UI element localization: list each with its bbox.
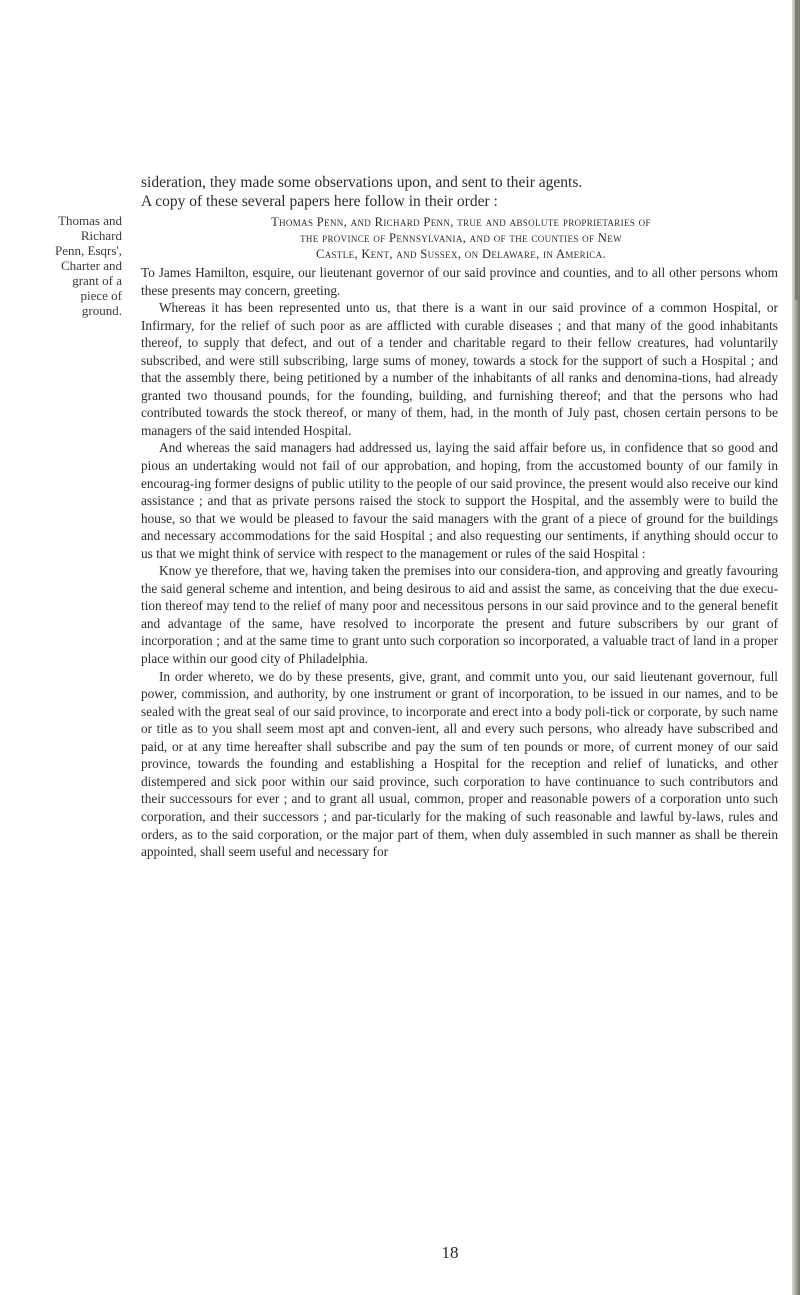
heading-line: Thomas Penn, and Richard Penn, true and absolute proprietaries of xyxy=(271,215,651,229)
paragraph: In order whereto, we do by these presents, give, grant, and commit unto you, our said lieutenant governour, full power, commission, and authority, by one instrument or grant of incorporation, to be issued in our names, and to be sealed with the great seal of our said province, to incorporate and erect into a body poli-tick or corporate, by such name or title as to you shall seem most apt and conven-ient, all and every such persons, who already have subscribed and paid, or at any time hereafter shall subscribe and pay the sum of ten pounds or more, of current money of our said province, towards the founding and establishing a Hospital for the reception and relief of lunaticks, and other distempered and sick poor within our said province, such corporation to have continuance to such contributors and their successours for ever ; and to grant all usual, common, proper and reasonable powers of a corporation unto such corporation, and their successors ; and par-ticularly for the making of such reasonable and lawful by-laws, rules and orders, as to the said corporation, or the major part of them, when duly assembled in such manner as shall be therein appointed, shall seem useful and necessary for xyxy=(141,668,778,860)
margin-note-line: Richard xyxy=(80,228,122,243)
margin-note-line: grant of a xyxy=(72,273,122,288)
paragraph: Whereas it has been represented unto us, that there is a want in our said province of a common Hospital, or Infirmary, for the relief of such poor as are afflicted with curable diseases ; and that many of the good inhabitants thereof, to supply that defect, and out of a tender and charitable regard to their fellow creatures, had voluntarily subscribed, and were still subscribing, large sums of money, towards a stock for the support of such a Hospital ; and that the assembly there, being petitioned by a number of the inhabitants of all ranks and denomina-tions, had already granted two thousand pounds, for the founding, building, and furnishing thereof; and that the persons who had contributed towards the stock thereof, or many of them, had, in the month of July past, chosen certain persons to be managers of the said intended Hospital. xyxy=(141,300,778,438)
paragraph: To James Hamilton, esquire, our lieutenant governor of our said province and counties, and to all other persons whom these presents may concern, greeting. xyxy=(141,265,778,298)
paragraph: Know ye therefore, that we, having taken the premises into our considera-tion, and approving and greatly favouring the said general scheme and intention, and being desirous to aid and assist the same, as conceiving that the due execu-tion thereof may tend to the relief of many poor and necessitous persons in our said province and to the general benefit and advantage of the same, have resolved to incorporate the present and future subscribers by our grant of incorporation ; and at the same time to grant unto such corporation so incorporated, a valuable tract of land in a proper place within our good city of Philadelphia. xyxy=(141,563,778,667)
margin-note-line: piece of xyxy=(80,288,122,303)
margin-note-line: Thomas and xyxy=(58,213,122,228)
margin-note-line: Charter and xyxy=(60,258,122,273)
document-heading xyxy=(141,214,781,262)
charter-body xyxy=(141,264,778,861)
margin-note-line: Penn, Esqrs', xyxy=(55,243,122,258)
heading-line: the province of Pennsylvania, and of the counties of New xyxy=(300,231,622,245)
paragraph: And whereas the said managers had addressed us, laying the said affair before us, in confidence that so good and pious an undertaking would not fail of our approbation, and hoping, from the accustomed bounty of our family in encourag-ing former designs of public utility to the people of our said province, the present would also receive our kind assistance ; and that as private persons raised the stock to support the Hospital, and the assembly were to build the house, so that we would be pleased to favour the said managers with the grant of a piece of ground for the buildings and necessary accommodations for the said Hospital ; and also requesting our sentiments, if anything should occur to us that we might think of service with respect to the management or rules of the said Hospital : xyxy=(141,440,778,561)
intro-line: sideration, they made some observations upon, and sent to their agents. xyxy=(141,174,583,191)
intro-line: A copy of these several papers here follow in their order : xyxy=(141,193,498,210)
page-edge xyxy=(792,0,800,1295)
margin-note xyxy=(10,213,122,318)
intro-text xyxy=(141,173,781,211)
page-number: 18 xyxy=(441,1243,459,1262)
heading-line: Castle, Kent, and Sussex, on Delaware, in America. xyxy=(316,247,606,261)
margin-note-line: ground. xyxy=(81,303,122,318)
